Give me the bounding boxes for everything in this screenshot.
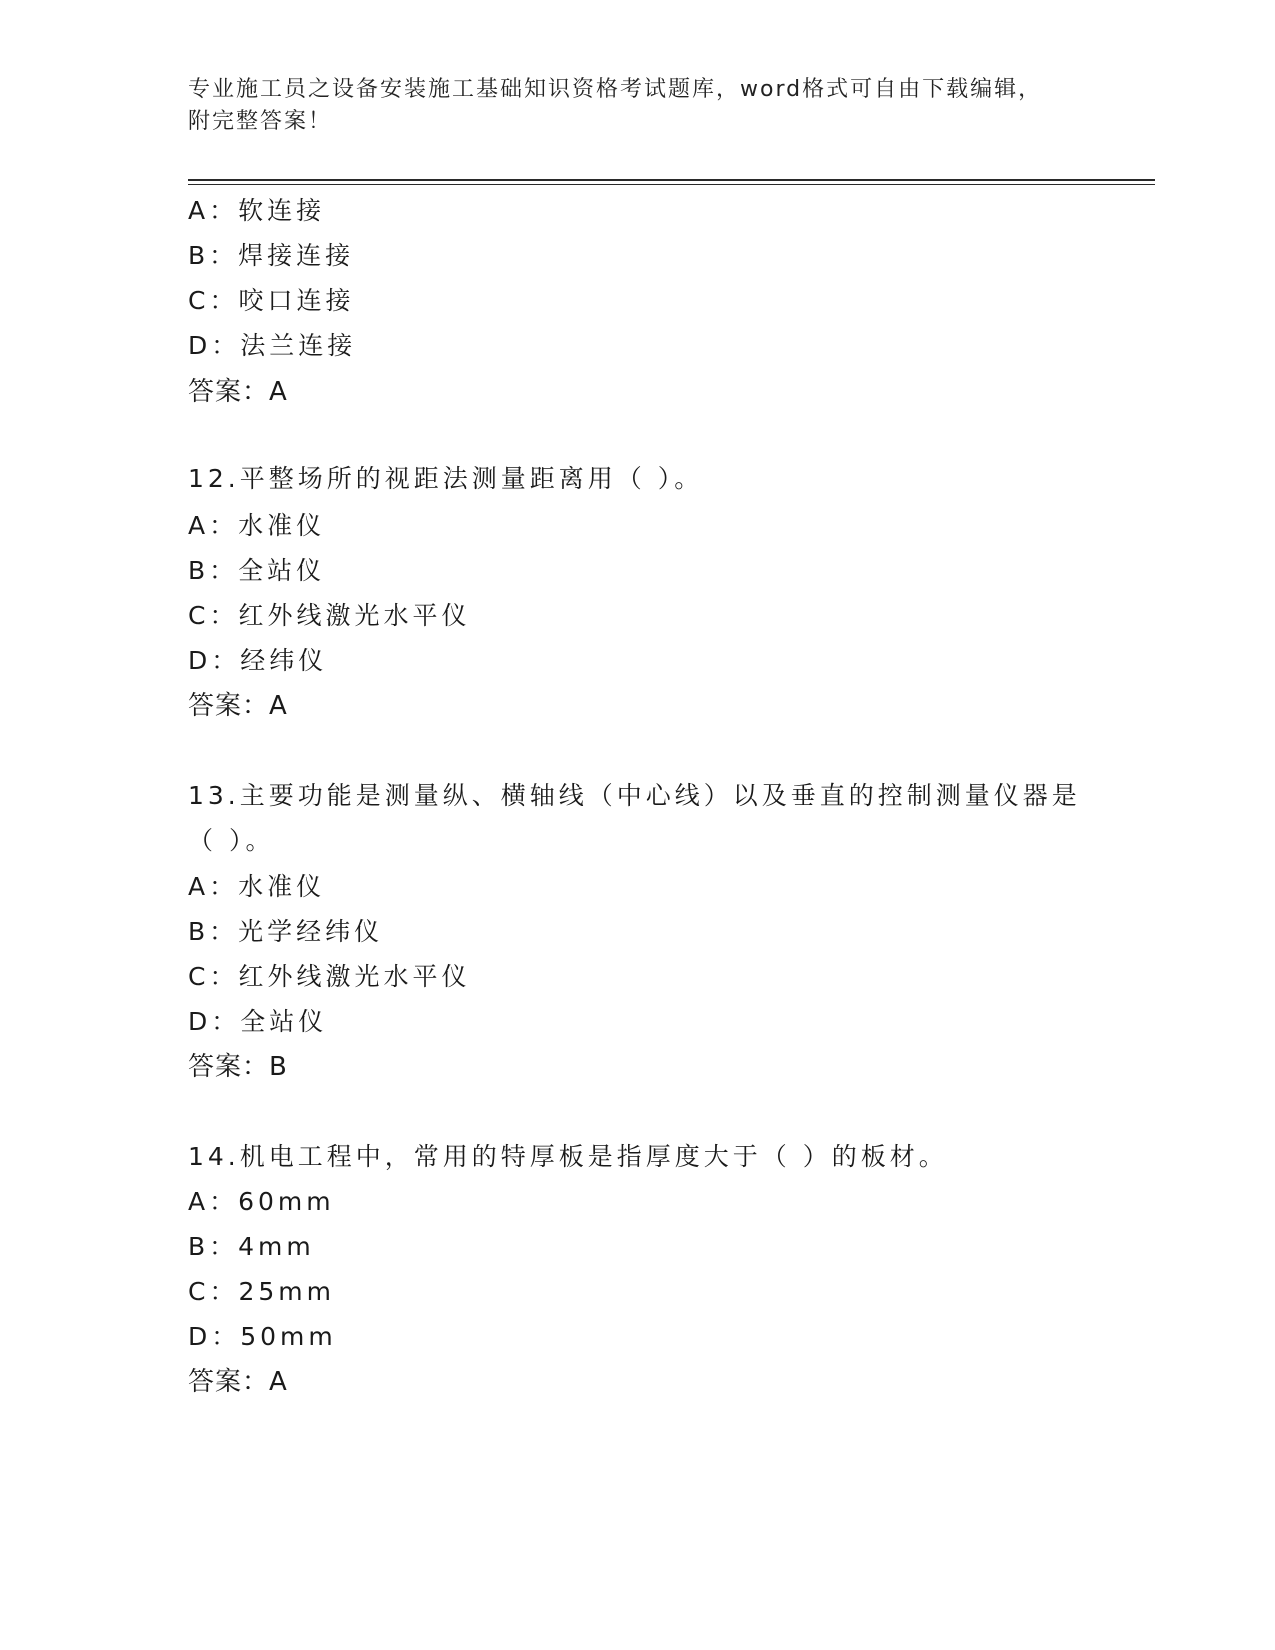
question-14: 14.机电工程中，常用的特厚板是指厚度大于（ ）的板材。 [188, 1142, 948, 1171]
document-header [188, 74, 1068, 138]
option-a: A：60mm [188, 1187, 335, 1216]
option-d: D：法兰连接 [188, 331, 357, 360]
answer: 答案：A [188, 377, 288, 407]
option-c: C：咬口连接 [188, 286, 355, 315]
option-c: C：红外线激光水平仪 [188, 962, 471, 991]
header-divider-thick [188, 179, 1155, 181]
header-line-2: 附完整答案！ [188, 109, 333, 134]
question-13: 13.主要功能是测量纵、横轴线（中心线）以及垂直的控制测量仪器是 [188, 781, 1081, 810]
option-a: A：软连接 [188, 196, 326, 225]
option-a: A：水准仪 [188, 511, 326, 540]
option-b: B：焊接连接 [188, 241, 355, 270]
option-c: C：25mm [188, 1277, 335, 1306]
option-d: D：经纬仪 [188, 646, 328, 675]
option-d: D：全站仪 [188, 1007, 328, 1036]
option-a: A：水准仪 [188, 872, 326, 901]
option-b: B：光学经纬仪 [188, 917, 384, 946]
answer: 答案：A [188, 691, 288, 721]
option-b: B：全站仪 [188, 556, 326, 585]
question-13-continuation: （ ）。 [188, 826, 275, 855]
answer: 答案：A [188, 1367, 288, 1397]
answer: 答案：B [188, 1052, 288, 1082]
option-c: C：红外线激光水平仪 [188, 601, 471, 630]
header-divider-thin [188, 184, 1155, 185]
option-d: D：50mm [188, 1322, 337, 1351]
question-12: 12.平整场所的视距法测量距离用（ ）。 [188, 464, 704, 493]
option-b: B：4mm [188, 1232, 315, 1261]
header-line-1: 专业施工员之设备安装施工基础知识资格考试题库，word格式可自由下载编辑， [188, 77, 1043, 102]
